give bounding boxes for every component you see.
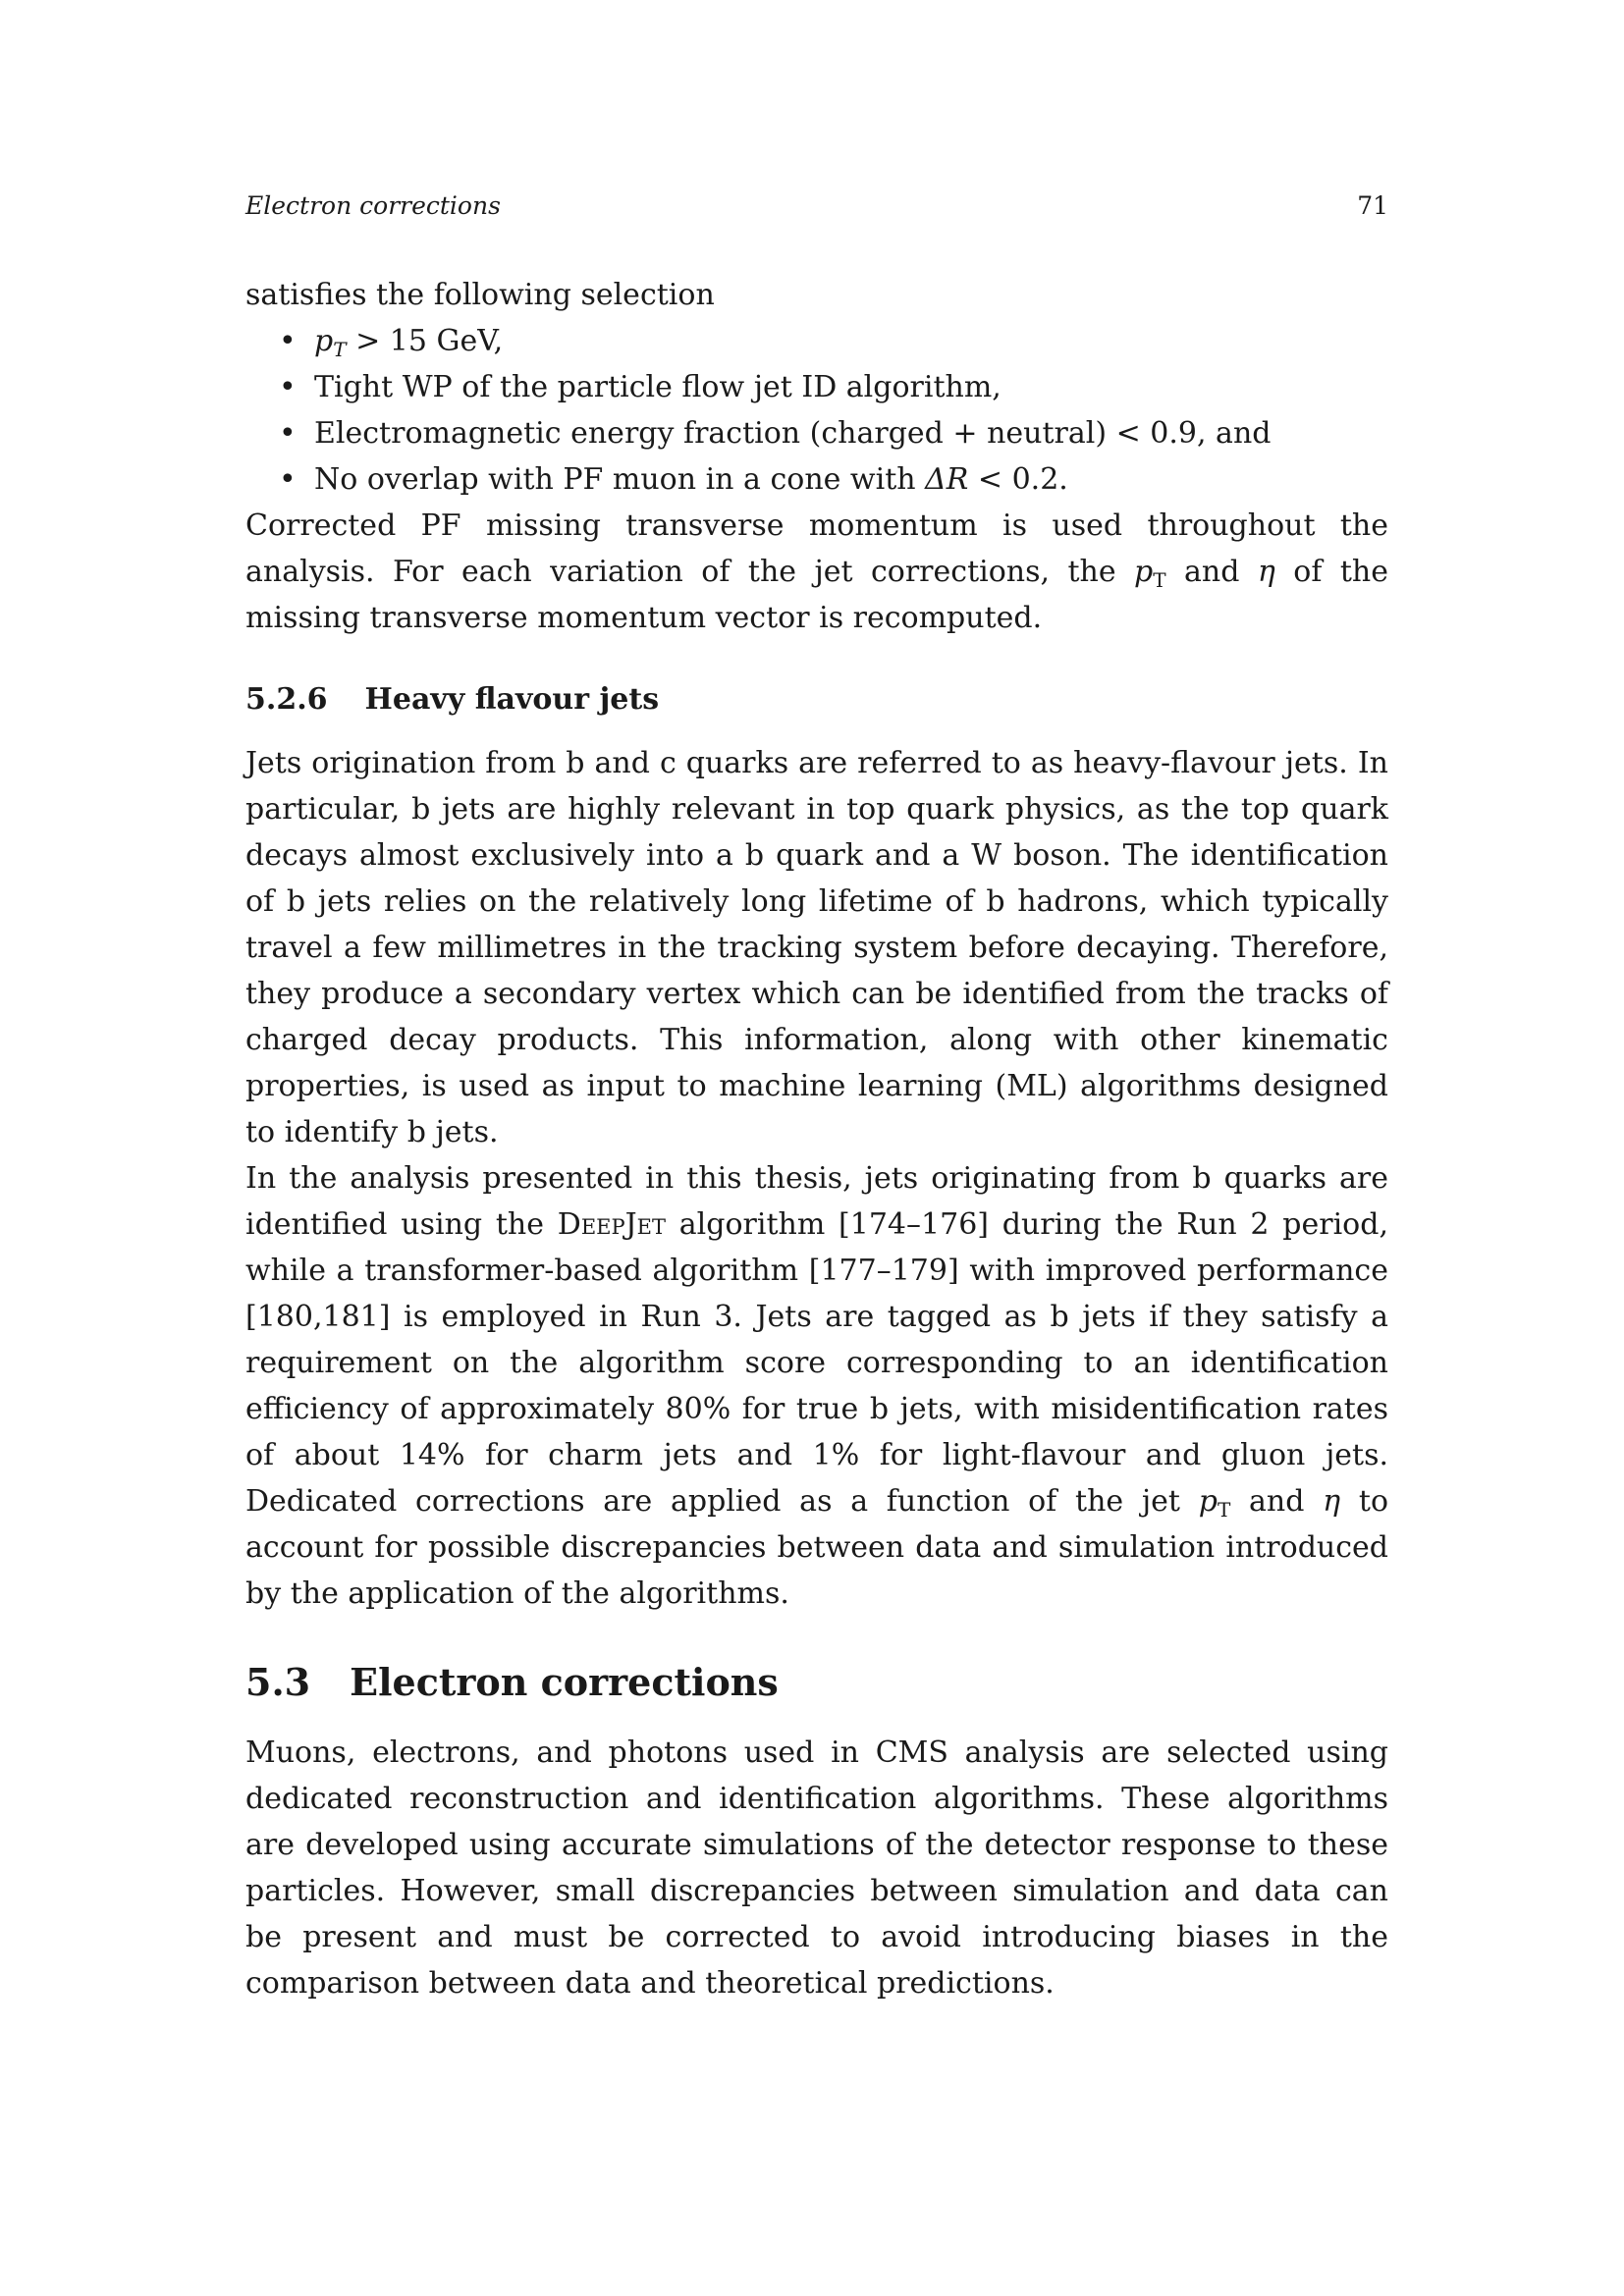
eta-symbol: η bbox=[1323, 1484, 1341, 1519]
subsection-number: 5.2.6 bbox=[245, 682, 328, 717]
intro-line: satisfies the following selection bbox=[245, 278, 715, 312]
subsection-title: Heavy flavour jets bbox=[364, 682, 660, 717]
bullet-icon: • bbox=[279, 370, 297, 404]
pt-subscript: T bbox=[1153, 568, 1166, 592]
electron-paragraph: Muons, electrons, and photons used in CMS analysis are selected using dedicated reconstruction and identification algorithms. These algorithms are developed using accurate simulations of the detector response to these particles. However, small discrepancies between simulation and data can be present and must be corrected to avoid introducing biases in the comparison between data and theoretical predictions. bbox=[245, 1735, 1388, 2001]
bullet-icon: • bbox=[279, 462, 297, 497]
selection-list bbox=[245, 318, 1388, 503]
intro-block bbox=[245, 272, 1388, 641]
paragraph-text: algorithm [174–176] during the Run 2 period, while a transformer-based algorithm [177–179] with improved performance [180,181] is employed in Run 3. Jets are tagged as b jets if they satisfy a requirement on the algorithm score corresponding to an identification efficiency of approximately 80% for true b jets, with misidentification rates of about 14% for charm jets and 1% for light-flavour and gluon jets. Dedicated corrections are applied as a function of the jet bbox=[245, 1207, 1388, 1519]
delta-r-symbol: ΔR bbox=[925, 462, 969, 497]
heavy-flavour-paragraph-1: Jets origination from b and c quarks are referred to as heavy-flavour jets. In particular, b jets are highly relevant in top quark physics, as the top quark decays almost exclusively into a b quark and a W boson. The identification of b jets relies on the relatively long lifetime of b hadrons, which typically travel a few millimetres in the tracking system before decaying. Therefore, they produce a secondary vertex which can be identified from the tracks of charged decay products. This information, along with other kinematic properties, is used as input to machine learning (ML) algorithms designed to identify b jets. bbox=[245, 746, 1388, 1149]
paragraph-text: In the analysis presented in this thesis, jets originating from b quarks are identified using the bbox=[245, 1161, 1388, 1242]
running-header bbox=[245, 191, 1388, 231]
pt-threshold: > 15 GeV, bbox=[346, 324, 504, 358]
pt-symbol: p bbox=[314, 324, 334, 358]
bullet-icon: • bbox=[279, 416, 297, 451]
paragraph-text: and bbox=[1230, 1484, 1324, 1519]
list-item-text: Electromagnetic energy fraction (charged + neutral) < 0.9, and bbox=[314, 416, 1272, 451]
pt-subscript: T bbox=[333, 338, 347, 361]
list-item-text: < 0.2. bbox=[968, 462, 1068, 497]
section-number: 5.3 bbox=[245, 1660, 311, 1704]
list-item-text: Tight WP of the particle flow jet ID algorithm, bbox=[314, 370, 1001, 404]
page bbox=[245, 191, 1388, 2006]
heavy-flavour-section bbox=[245, 740, 1388, 1617]
list-item bbox=[279, 364, 1388, 410]
section-heading bbox=[245, 1660, 1388, 1704]
list-item bbox=[279, 318, 1388, 364]
pt-symbol: p bbox=[1198, 1484, 1218, 1519]
heavy-flavour-paragraph-2 bbox=[245, 1155, 1388, 1617]
bullet-icon: • bbox=[279, 324, 297, 358]
pt-subscript: T bbox=[1217, 1498, 1231, 1522]
list-item-text: No overlap with PF muon in a cone with bbox=[314, 462, 926, 497]
running-title: Electron corrections bbox=[245, 191, 501, 220]
pt-symbol: p bbox=[1134, 555, 1154, 589]
met-paragraph bbox=[245, 503, 1388, 641]
paragraph-text: to account for possible discrepancies between data and simulation introduced by the application of the algorithms. bbox=[245, 1484, 1389, 1611]
deepjet-name: DeepJet bbox=[557, 1207, 666, 1242]
met-text: and bbox=[1165, 555, 1258, 589]
electron-section bbox=[245, 1730, 1388, 2006]
list-item bbox=[279, 410, 1388, 456]
list-item bbox=[279, 456, 1388, 503]
page-number: 71 bbox=[1357, 191, 1388, 220]
eta-symbol: η bbox=[1257, 555, 1275, 589]
section-title: Electron corrections bbox=[350, 1660, 779, 1704]
met-text: of the missing transverse momentum vector is recomputed. bbox=[245, 555, 1388, 635]
met-text: Corrected PF missing transverse momentum is used throughout the analysis. For each variation of the jet corrections, the bbox=[245, 508, 1388, 589]
subsection-heading bbox=[245, 682, 1388, 717]
